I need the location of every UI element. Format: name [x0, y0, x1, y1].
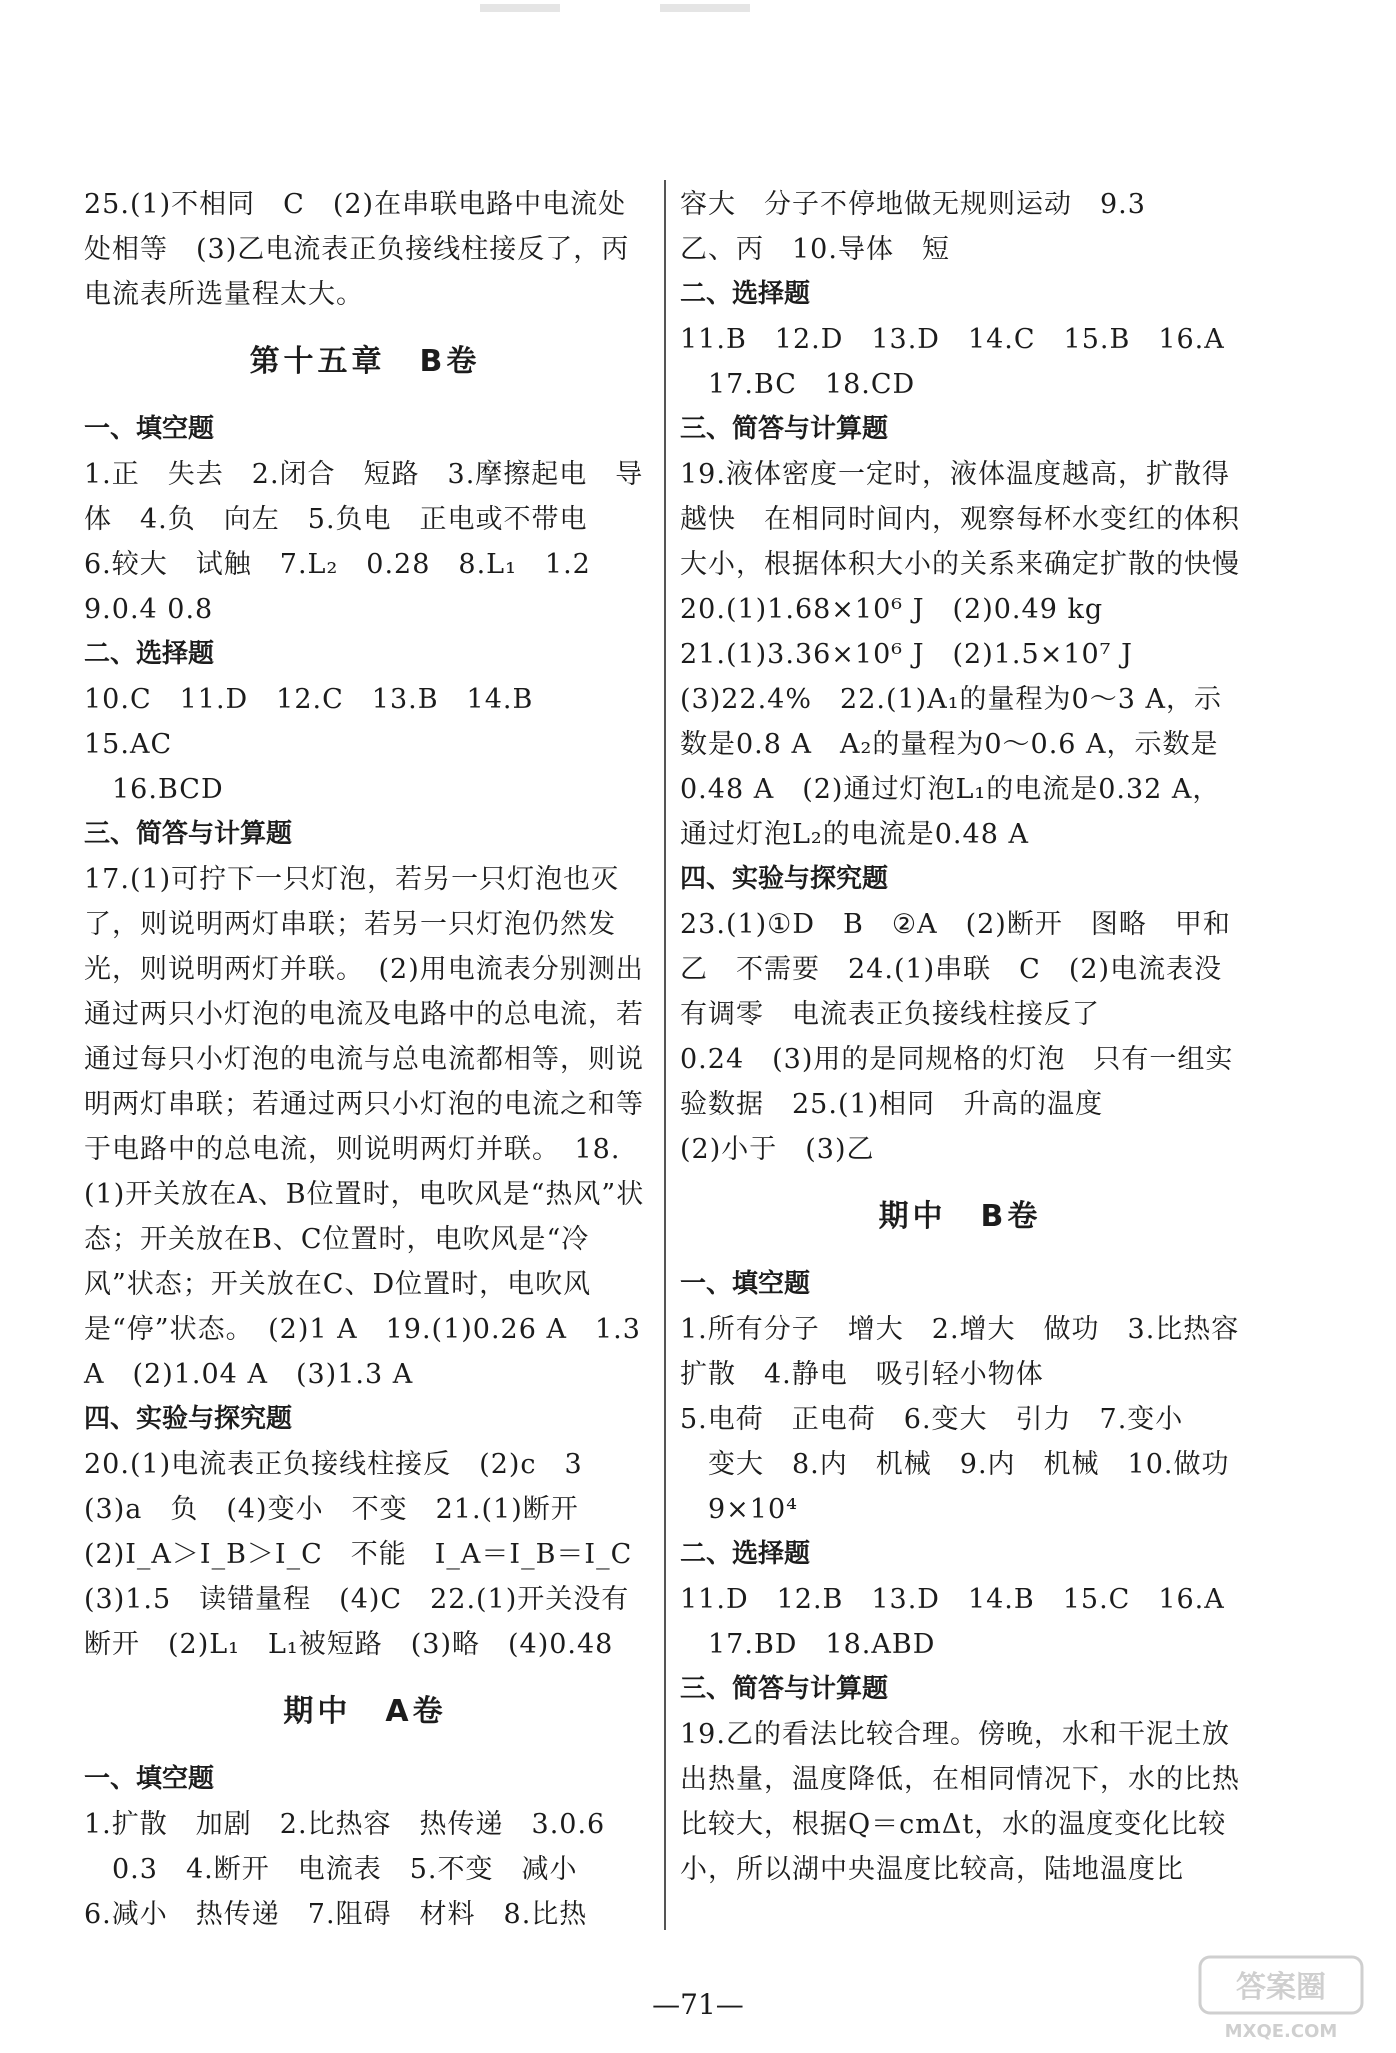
answer-line: 20.(1)1.68×10⁶ J (2)0.49 kg [680, 594, 1104, 625]
watermark-logo [1196, 1953, 1366, 2043]
chapter-heading: 第十五章 B卷 [249, 344, 481, 379]
answer-line: 1.所有分子 增大 2.增大 做功 3.比热容 扩散 4.静电 吸引轻小物体 [680, 1314, 1268, 1390]
section-heading: 二、选择题 [680, 1539, 811, 1569]
section-heading: 一、填空题 [84, 414, 215, 444]
svg-text:答案圈: 答案圈 [1236, 1970, 1326, 2005]
section-heading: 三、简答与计算题 [680, 1674, 889, 1704]
top-scan-mark [480, 0, 800, 20]
answer-line: (2)I_A＞I_B＞I_C 不能 I_A＝I_B＝I_C [84, 1539, 633, 1570]
answer-line: 6.较大 试触 7.L₂ 0.28 8.L₁ 1.2 [84, 549, 591, 580]
answer-line: 16.BCD [112, 774, 224, 805]
left-column [84, 182, 646, 1937]
answer-line: 1.扩散 加剧 2.比热容 热传递 3.0.6 [84, 1809, 606, 1840]
answer-line: 25.(1)不相同 C (2)在串联电路中电流处处相等 (3)乙电流表正负接线柱接反了，丙电流表所选量程太大。 [84, 189, 630, 310]
answer-line: 容大 分子不停地做无规则运动 9.3 [680, 189, 1146, 220]
answer-line: 0.3 4.断开 电流表 5.不变 减小 [112, 1854, 578, 1885]
answer-line: 1.正 失去 2.闭合 短路 3.摩擦起电 导体 4.负 向左 5.负电 正电或不带电 [84, 459, 644, 535]
answer-line: 乙、丙 10.导体 短 [680, 234, 950, 265]
answer-line: 17.(1)可拧下一只灯泡，若另一只灯泡也灭了，则说明两灯串联；若另一只灯泡仍然发光，则说明两灯并联。 (2)用电流表分别测出通过两只小灯泡的电流及电路中的总电流，若通过每只小灯泡的电流与总电流都相等，则说明两灯串联；若通过两只小灯泡的电流之和等于电路中的总电流，则说明两灯并联。 18.(1)开关放在A、B位置时，电吹风是“热风”状态；开关放在B、C位置时，电吹风是“冷风”状态；开关放在C、D位置时，电吹风是“停”状态。 (2)1 A 19.(1)0.26 A 1.3 A (2)1.04 A (3)1.3 A [84, 864, 645, 1390]
answer-line: 21.(1)3.36×10⁶ J (2)1.5×10⁷ J [680, 639, 1133, 670]
chapter-heading: 期中 A卷 [283, 1694, 447, 1729]
section-heading: 二、选择题 [680, 279, 811, 309]
right-column [680, 182, 1268, 1892]
answer-line: 5.电荷 正电荷 6.变大 引力 7.变小 [680, 1404, 1184, 1435]
section-heading: 二、选择题 [84, 639, 215, 669]
answer-line: 19.液体密度一定时，液体温度越高，扩散得越快 在相同时间内，观察每杯水变红的体积大小，根据体积大小的关系来确定扩散的快慢 [680, 459, 1240, 580]
answer-line: (3)22.4% 22.(1)A₁的量程为0～3 A，示数是0.8 A A₂的量程为0～0.6 A，示数是0.48 A (2)通过灯泡L₁的电流是0.32 A，通过灯泡L₂的电流是0.48 A [680, 684, 1222, 850]
answer-line: (3)1.5 读错量程 (4)C 22.(1)开关没有断开 (2)L₁ L₁被短路 (3)略 (4)0.48 [84, 1584, 630, 1660]
answer-line: 17.BD 18.ABD [708, 1629, 936, 1660]
section-heading: 四、实验与探究题 [680, 864, 889, 894]
section-heading: 一、填空题 [84, 1764, 215, 1794]
answer-line: 9.0.4 0.8 [84, 594, 214, 625]
answer-line: 0.24 (3)用的是同规格的灯泡 只有一组实验数据 25.(1)相同 升高的温度 [680, 1044, 1234, 1120]
answer-line: 10.C 11.D 12.C 13.B 14.B 15.AC [84, 684, 562, 760]
answer-line: 19.乙的看法比较合理。傍晚，水和干泥土放出热量，温度降低，在相同情况下，水的比热比较大，根据Q＝cmΔt，水的温度变化比较小，所以湖中央温度比较高，陆地温度比 [680, 1719, 1240, 1885]
section-heading: 四、实验与探究题 [84, 1404, 293, 1434]
section-heading: 一、填空题 [680, 1269, 811, 1299]
answer-line: 17.BC 18.CD [708, 369, 916, 400]
answer-line: 变大 8.内 机械 9.内 机械 10.做功 9×10⁴ [708, 1449, 1258, 1525]
answer-line: 20.(1)电流表正负接线柱接反 (2)c 3 [84, 1449, 583, 1480]
answer-line: 23.(1)①D B ②A (2)断开 图略 甲和乙 不需要 24.(1)串联 C (2)电流表没有调零 电流表正负接线柱接反了 [680, 909, 1231, 1030]
answer-line: (2)小于 (3)乙 [680, 1134, 875, 1165]
answer-line: 6.减小 热传递 7.阻碍 材料 8.比热 [84, 1899, 588, 1930]
answer-line: 11.B 12.D 13.D 14.C 15.B 16.A [680, 324, 1225, 355]
section-heading: 三、简答与计算题 [680, 414, 889, 444]
answer-line: (3)a 负 (4)变小 不变 21.(1)断开 [84, 1494, 579, 1525]
svg-text:MXQE.COM: MXQE.COM [1224, 2021, 1338, 2042]
page-number: —71— [652, 1988, 744, 2021]
answer-line: 11.D 12.B 13.D 14.B 15.C 16.A [680, 1584, 1225, 1615]
chapter-heading: 期中 B卷 [878, 1199, 1042, 1234]
section-heading: 三、简答与计算题 [84, 819, 293, 849]
column-divider [664, 180, 666, 1930]
